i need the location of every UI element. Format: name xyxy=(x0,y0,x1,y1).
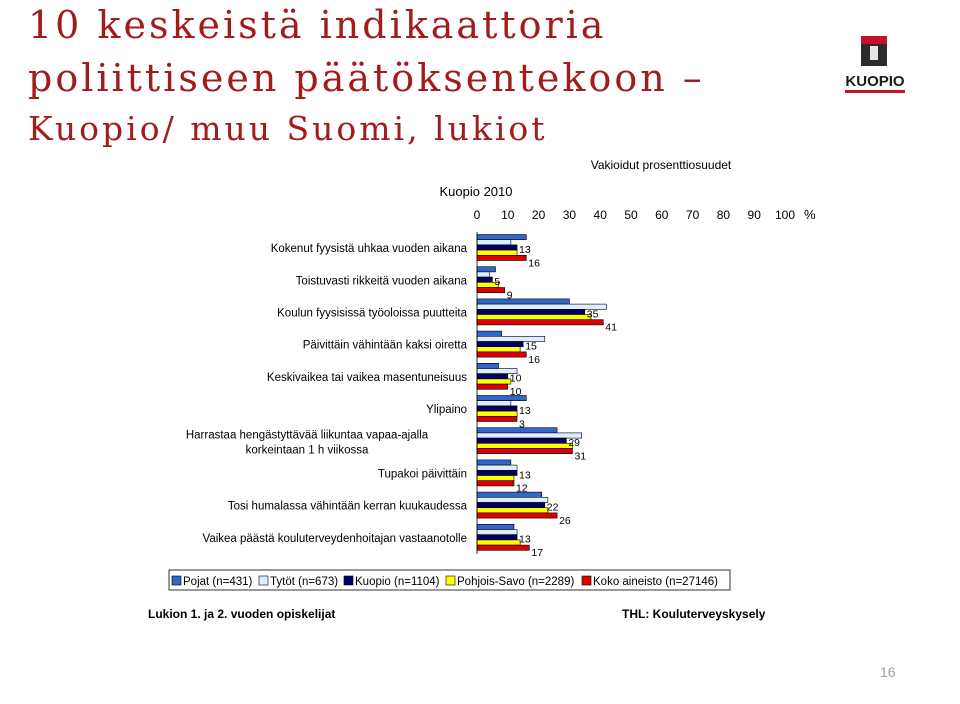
x-axis-unit: % xyxy=(804,207,816,222)
chart-subtitle: Vakioidut prosenttiosuudet xyxy=(590,158,732,172)
bar-2-9 xyxy=(477,497,548,502)
bar-3-2 xyxy=(477,277,492,282)
bar-1-5 xyxy=(477,363,499,368)
bar-1-9 xyxy=(477,492,542,497)
logo-text: KUOPIO xyxy=(845,73,905,90)
data-label-koko-aineisto: 17 xyxy=(531,547,544,560)
x-tick-label: 30 xyxy=(562,208,577,222)
bar-3-8 xyxy=(477,470,517,475)
x-tick-label: 50 xyxy=(624,208,638,222)
bar-5-9 xyxy=(477,513,557,518)
page-number: 16 xyxy=(880,664,896,680)
footer-respondents: Lukion 1. ja 2. vuoden opiskelijat xyxy=(148,607,336,621)
data-label-koko-aineisto: 10 xyxy=(509,386,522,399)
bar-4-4 xyxy=(477,347,520,352)
data-label-kuopio: 13 xyxy=(519,469,531,482)
bar-4-3 xyxy=(477,315,591,320)
bar-4-6 xyxy=(477,411,517,416)
legend-swatch-2 xyxy=(259,576,268,585)
bar-3-1 xyxy=(477,245,517,250)
data-label-koko-aineisto: 9 xyxy=(506,289,513,302)
bar-1-8 xyxy=(477,460,511,465)
bar-4-1 xyxy=(477,250,517,255)
bar-2-7 xyxy=(477,433,582,438)
data-label-kuopio: 13 xyxy=(519,243,531,256)
bar-3-10 xyxy=(477,535,517,540)
legend-label-5: Koko aineisto (n=27146) xyxy=(593,576,718,588)
data-label-koko-aineisto: 3 xyxy=(519,418,525,431)
x-tick-label: 0 xyxy=(473,208,481,222)
category-label: Toistuvasti rikkeitä vuoden aikana xyxy=(295,275,467,288)
bar-4-5 xyxy=(477,379,511,384)
x-tick-label: 40 xyxy=(593,208,607,222)
x-tick-label: 10 xyxy=(501,208,515,222)
data-label-kuopio: 13 xyxy=(519,533,531,546)
bar-2-6 xyxy=(477,401,511,406)
category-label: Koulun fyysisissä työoloissa puutteita xyxy=(277,307,467,320)
data-label-koko-aineisto: 16 xyxy=(528,353,540,366)
data-label-kuopio: 5 xyxy=(494,276,501,289)
bar-2-10 xyxy=(477,530,517,535)
category-label: Ylipaino xyxy=(426,404,467,417)
category-label: Keskivaikea tai vaikea masentuneisuus xyxy=(266,371,467,384)
data-label-kuopio: 13 xyxy=(519,404,531,417)
bar-2-8 xyxy=(477,465,517,470)
category-label: Harrastaa hengästyttävää liikuntaa vapaa-ajalla korkeintaan 1 h viikossa xyxy=(185,429,429,457)
legend-label-4: Pohjois-Savo (n=2289) xyxy=(457,576,575,588)
slide-title-line-2: poliittiseen päätöksentekoon – xyxy=(28,56,705,100)
category-label: Tosi humalassa vähintään kerran kuukaudessa xyxy=(227,500,467,513)
bar-5-5 xyxy=(477,384,508,389)
data-label-koko-aineisto: 31 xyxy=(574,450,587,463)
bar-4-10 xyxy=(477,540,520,545)
bar-5-7 xyxy=(477,449,572,454)
bar-3-4 xyxy=(477,342,523,347)
bar-4-9 xyxy=(477,508,548,513)
bar-1-1 xyxy=(477,235,526,240)
bar-5-1 xyxy=(477,255,526,260)
category-label: Tupakoi päivittäin xyxy=(377,468,467,481)
chart-title: Kuopio 2010 xyxy=(439,184,513,199)
x-tick-label: 100 xyxy=(774,208,796,222)
legend-label-2: Tytöt (n=673) xyxy=(270,576,339,588)
legend-swatch-4 xyxy=(446,576,455,585)
bar-1-3 xyxy=(477,299,569,304)
bar-1-2 xyxy=(477,267,495,272)
bar-5-10 xyxy=(477,545,529,550)
data-label-koko-aineisto: 16 xyxy=(528,257,540,270)
bar-2-1 xyxy=(477,240,511,245)
bar-2-2 xyxy=(477,272,489,277)
data-label-koko-aineisto: 12 xyxy=(515,482,528,495)
bar-1-7 xyxy=(477,428,557,433)
bar-3-7 xyxy=(477,438,566,443)
data-label-koko-aineisto: 41 xyxy=(605,321,617,334)
data-label-kuopio: 29 xyxy=(568,437,581,450)
x-tick-label: 80 xyxy=(716,208,731,222)
x-tick-label: 20 xyxy=(531,208,546,222)
category-label: Vaikea päästä kouluterveydenhoitajan vastaanotolle xyxy=(202,532,467,545)
legend-swatch-3 xyxy=(344,576,353,585)
bar-3-9 xyxy=(477,503,545,508)
data-label-kuopio: 15 xyxy=(525,340,537,353)
legend-label-1: Pojat (n=431) xyxy=(183,576,253,588)
bar-1-10 xyxy=(477,524,514,529)
bar-5-4 xyxy=(477,352,526,357)
data-label-koko-aineisto: 26 xyxy=(559,514,571,527)
x-tick-label: 60 xyxy=(655,208,669,222)
slide-title-line-1: 10 keskeistä indikaattoria xyxy=(28,3,607,47)
legend-label-3: Kuopio (n=1104) xyxy=(355,576,440,588)
footer-source: THL: Kouluterveyskysely xyxy=(622,607,766,621)
x-tick-label: 70 xyxy=(685,208,700,222)
bar-4-7 xyxy=(477,443,572,448)
category-label: Päivittäin vähintään kaksi oiretta xyxy=(302,339,467,352)
data-label-kuopio: 10 xyxy=(509,372,522,385)
bar-3-3 xyxy=(477,309,585,314)
bar-5-6 xyxy=(477,416,517,421)
data-label-kuopio: 35 xyxy=(586,308,599,321)
category-label: Kokenut fyysistä uhkaa vuoden aikana xyxy=(270,243,467,256)
bar-3-5 xyxy=(477,374,508,379)
bar-5-3 xyxy=(477,320,603,325)
bar-3-6 xyxy=(477,406,517,411)
bar-1-4 xyxy=(477,331,502,336)
data-label-kuopio: 22 xyxy=(546,501,559,514)
legend-swatch-1 xyxy=(172,576,181,585)
legend-swatch-5 xyxy=(582,576,591,585)
bar-4-8 xyxy=(477,476,514,481)
slide-title-line-3: Kuopio/ muu Suomi, lukiot xyxy=(28,109,548,148)
bar-5-8 xyxy=(477,481,514,486)
bar-5-2 xyxy=(477,288,505,293)
x-tick-label: 90 xyxy=(747,208,761,222)
